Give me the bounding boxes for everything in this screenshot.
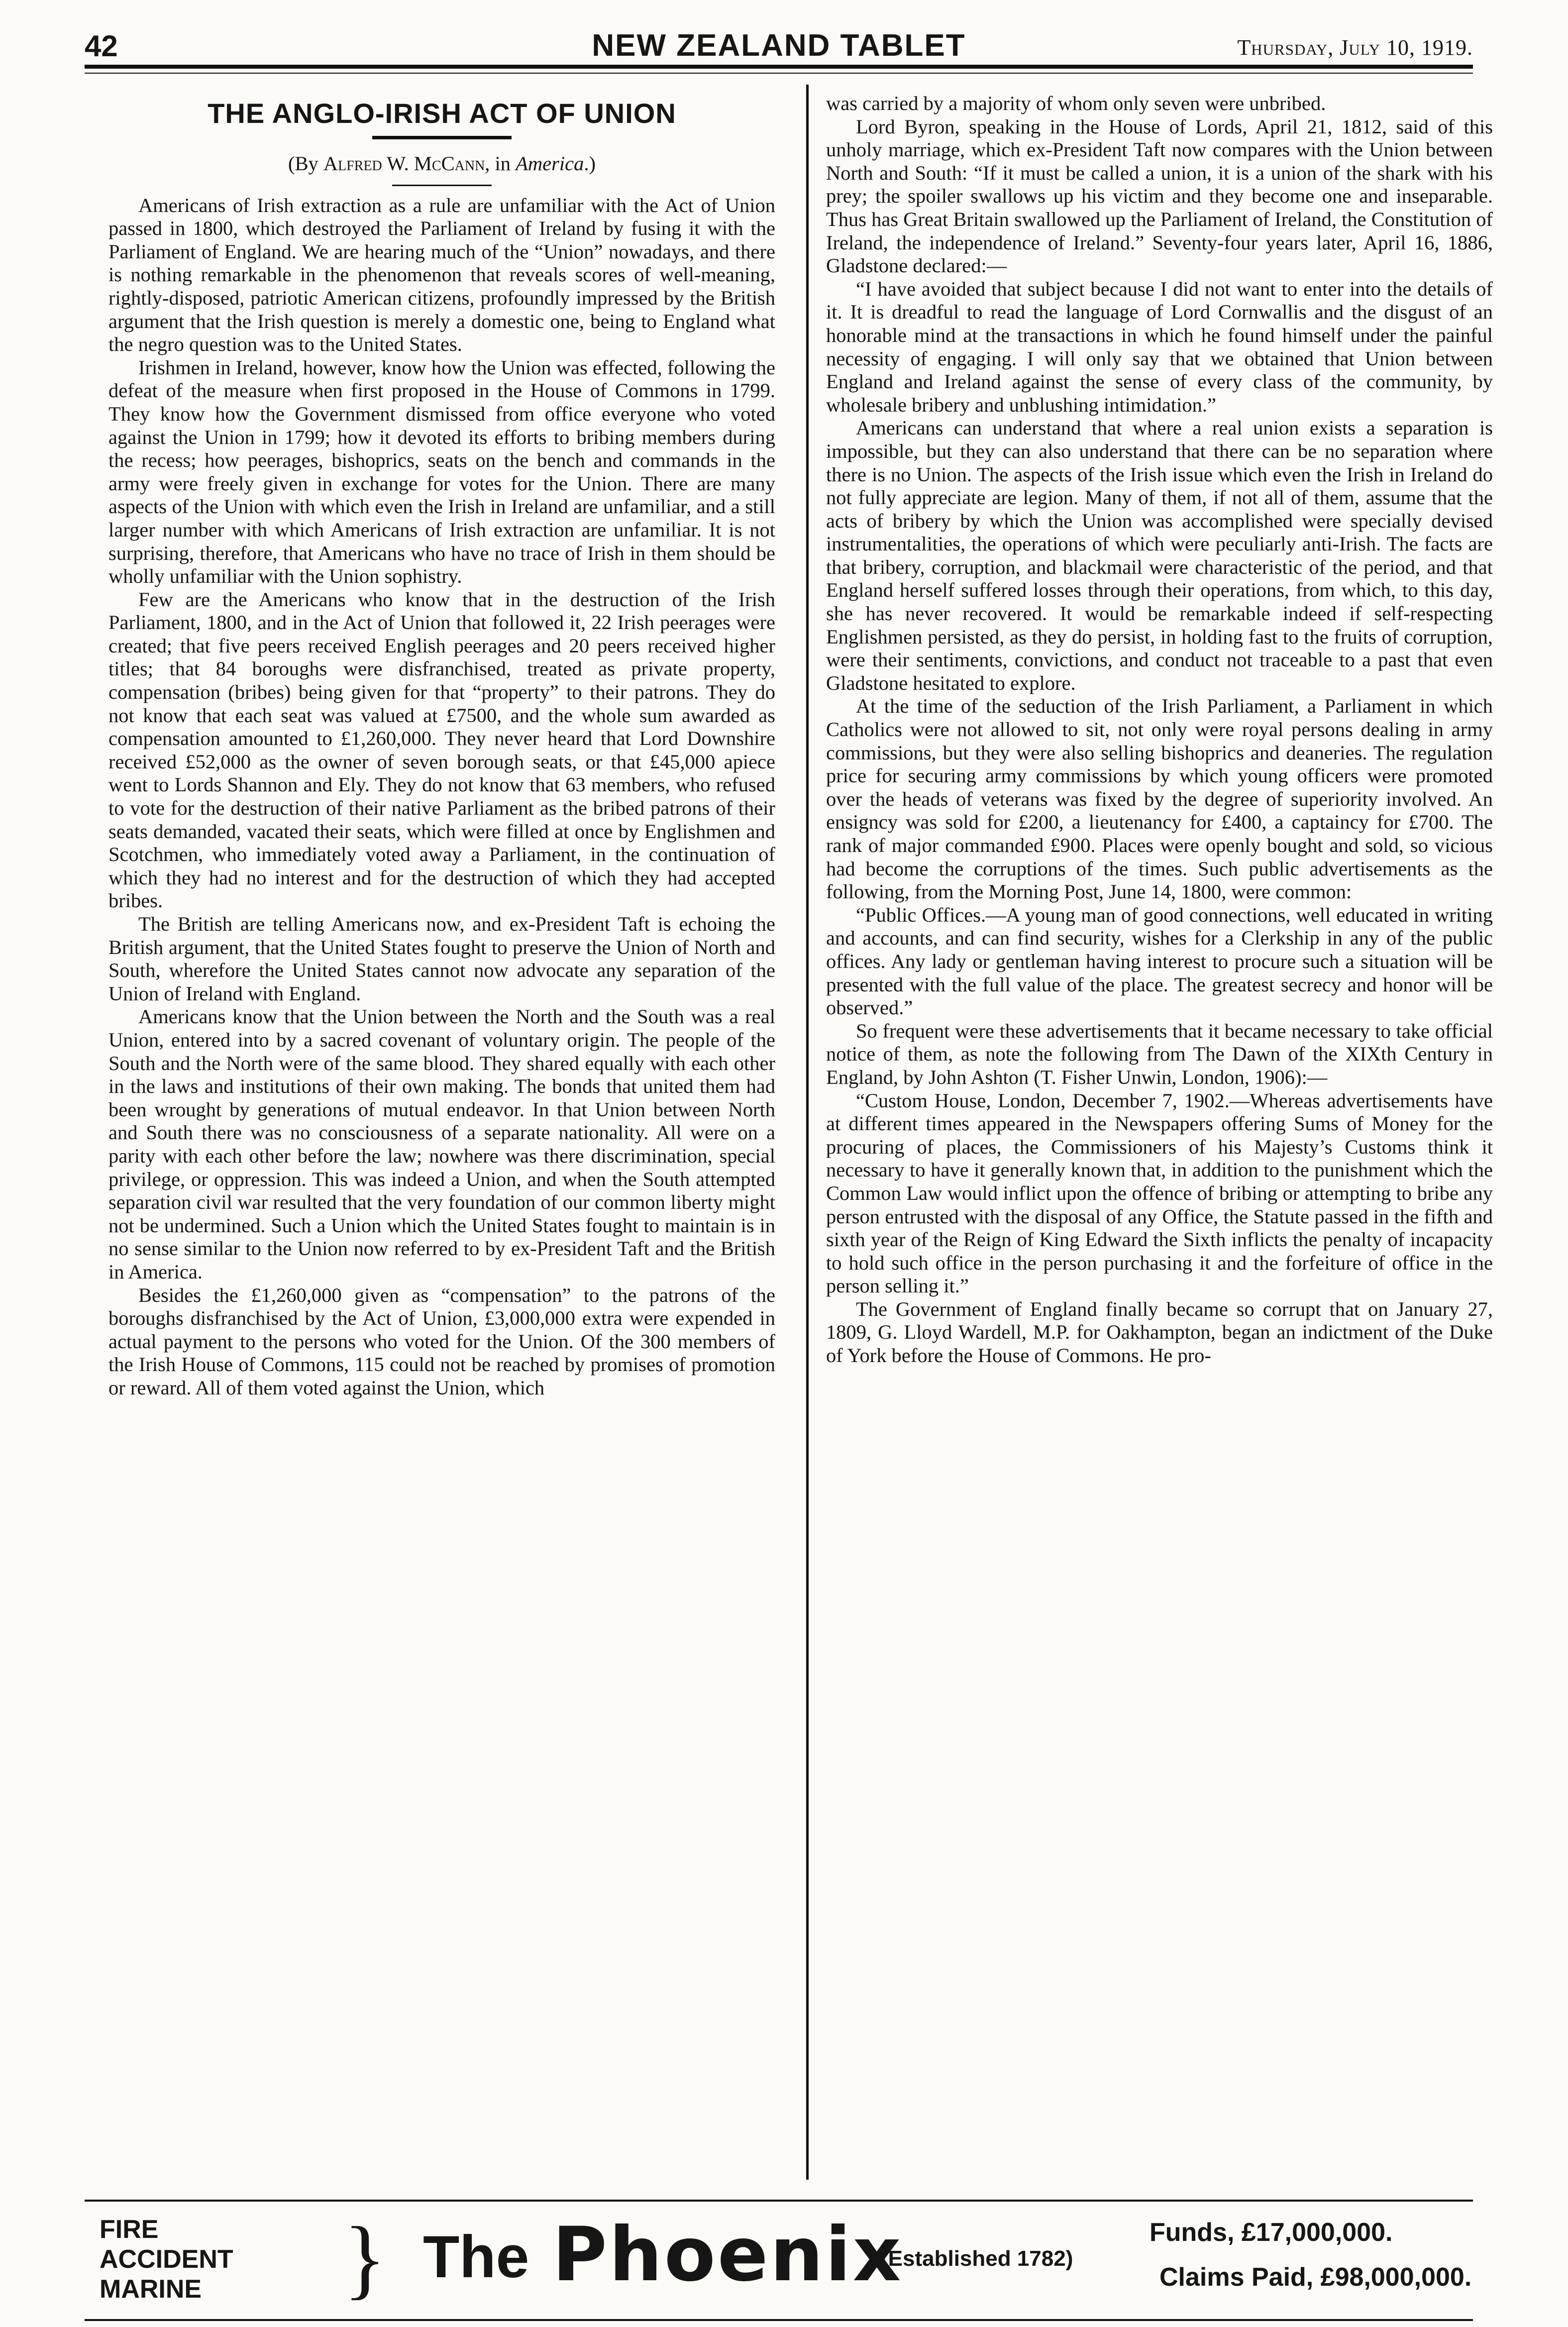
page-header — [85, 28, 1473, 64]
byline-rule — [392, 185, 492, 186]
paragraph: Irishmen in Ireland, however, know how the Union was effected, following the defeat of the measure when first proposed in the House of Commons in 1799. They know how the Government dismissed from office everyone who voted against the Union in 1799; how it devoted its efforts to bribing members during the recess; how peerages, bishoprics, seats on the bench and commands in the army were freely given in exchange for votes for the Union. There are many aspects of the Union with which even the Irish in Ireland are unfamiliar, and a still larger number with which Americans of Irish extraction are unfamiliar. It is not surprising, therefore, that Americans who have no trace of Irish in them should be wholly unfamiliar with the Union sophistry. — [108, 356, 775, 588]
paragraph: was carried by a majority of whom only seven were unbribed. — [826, 92, 1326, 114]
byline — [108, 152, 775, 176]
paragraph: Besides the £1,260,000 given as “compensation” to the patrons of the boroughs disfranchised by the Act of Union, £3,000,000 extra were expended in actual payment to the persons who voted for the Union. Of the 300 members of the Irish House of Commons, 115 could not be reached by promises of promotion or reward. All of them voted against the Union, which — [108, 1283, 775, 1399]
paragraph: Americans of Irish extraction as a rule are unfamiliar with the Act of Union passed in 1800, which destroyed the Parliament of Ireland by fusing it with the Parliament of England. We are hearing much of the “Union” nowadays, and there is nothing remarkable in the phenomenon that reveals scores of well-meaning, rightly-disposed, patriotic American citizens, profoundly impressed by the British argument that the Irish question is merely a domestic one, being to England what the negro question was to the United States. — [108, 194, 775, 356]
paragraph: Few are the Americans who know that in the destruction of the Irish Parliament, 1800, and in the Act of Union that followed it, 22 Irish peerages were created; that five peers received English peerages and 20 peers received higher titles; that 84 boroughs were disfranchised, treated as private property, compensation (bribes) being given for that “property” to their patrons. They do not know that each seat was valued at £7500, and the whole sum awarded as compensation amounted to £1,260,000. They never heard that Lord Downshire received £52,000 as the owner of seven borough seats, or that £45,000 apiece went to Lords Shannon and Ely. They do not know that 63 members, who refused to vote for the destruction of their native Parliament as the bribed patrons of their seats demanded, vacated their seats, which were filled at once by Englishmen and Scotchmen, who immediately voted away a Parliament, in the continuation of which they had no interest and for the destruction of which they had accepted bribes. — [108, 588, 775, 912]
title-rule — [372, 136, 512, 139]
phoenix-advertisement — [85, 2208, 1473, 2317]
header-rule-thin — [85, 73, 1473, 74]
page-number: 42 — [85, 29, 118, 63]
ad-line-accident: ACCIDENT — [100, 2245, 233, 2274]
paragraph: Americans know that the Union between the North and the South was a real Union, entered into by a sacred covenant of voluntary origin. The people of the South and the North were of the same blood. They shared equally with each other in the laws and institutions of their own making. The bonds that united them had been wrought by generations of mutual endeavor. In that Union between North and South there was no consciousness of a separate nationality. All were on a parity with each other before the law; nowhere was there discrimination, special privilege, or oppression. This was indeed a Union, and when the South attempted separation civil war resulted that the very foundation of our common liberty might not be undermined. Such a Union which the United States fought to maintain is in no sense similar to the Union now referred to by ex-President Taft and the British in America. — [108, 1005, 775, 1283]
ad-claims: Claims Paid, £98,000,000. — [1159, 2263, 1472, 2292]
paragraph: “Public Offices.—A young man of good connections, well educated in writing and accounts, and can find security, wishes for a Clerkship in any of the public offices. Any lady or gentleman having interest to procure such a situation will be presented with the full value of the place. The greatest secrecy and honor will be observed.” — [826, 903, 1493, 1019]
header-rule — [85, 65, 1473, 69]
paragraph: So frequent were these advertisements that it became necessary to take official notice of them, as note the following from The Dawn of the XIXth Century in England, by John Ashton (T. Fisher Unwin, London, 1906):— — [826, 1019, 1493, 1088]
footer-rule-top — [85, 2200, 1473, 2202]
footer-rule-bottom — [85, 2319, 1473, 2321]
ad-established: (Established 1782) — [881, 2246, 1073, 2271]
byline-mid: , in — [485, 152, 516, 175]
column-divider — [806, 85, 809, 2180]
paragraph: Americans can understand that where a real union exists a separation is impossible, but they can also understand that there can be no separation where there is no Union. The aspects of the Irish issue which even the Irish in Ireland do not fully appreciate are legion. Many of them, if not all of them, assume that the acts of bribery by which the Union was accomplished were specially devised instrumentalities, the operations of which were peculiarly anti-Irish. The facts are that bribery, corruption, and blackmail were characteristic of the period, and that England herself suffered losses through their operations, from which, to this day, she has never recovered. It would be remarkable indeed if self-respecting Englishmen persisted, as they do persist, in holding fast to the fruits of corruption, were their sentiments, convictions, and conduct not traceable to a past that even Gladstone hesitated to explore. — [826, 417, 1493, 694]
insurance-lines — [100, 2215, 233, 2304]
publication-title: NEW ZEALAND TABLET — [592, 28, 966, 63]
ad-brace: } — [343, 2209, 387, 2308]
paragraph: “I have avoided that subject because I did not want to enter into the details of it. It is dreadful to read the language of Lord Cornwallis and the disgust of an honorable mind at the transactions in which he found himself under the painful necessity of engaging. I will only say that we obtained that Union between England and Ireland against the sense of every class of the community, by wholesale bribery and unblushing intimidation.” — [826, 277, 1493, 416]
author-name: Alfred W. McCann — [323, 152, 485, 175]
article-title: THE ANGLO-IRISH ACT OF UNION — [208, 98, 676, 129]
article-column-right — [826, 92, 1493, 2182]
source-publication: America — [516, 152, 584, 175]
ad-brand-name: Phoenix — [552, 2212, 903, 2298]
paragraph: Lord Byron, speaking in the House of Lords, April 21, 1812, said of this unholy marriage, which ex-President Taft now compares with the Union between North and South: “If it must be called a union, it is a union of the shark with his prey; the spoiler swallows up his victim and they become one and inseparable. Thus has Great Britain swallowed up the Parliament of Ireland, the Constitution of Ireland, the independence of Ireland.” Seventy-four years later, April 16, 1886, Gladstone declared:— — [826, 115, 1493, 277]
paragraph: The British are telling Americans now, and ex-President Taft is echoing the British argument, that the United States fought to preserve the Union of North and South, wherefore the United States cannot now advocate any separation of the Union of Ireland with England. — [108, 913, 775, 1005]
ad-line-marine: MARINE — [100, 2275, 202, 2304]
byline-suffix: .) — [584, 152, 596, 175]
ad-funds: Funds, £17,000,000. — [1150, 2218, 1393, 2247]
byline-prefix: (By — [288, 152, 323, 175]
paragraph: At the time of the seduction of the Irish Parliament, a Parliament in which Catholics were not allowed to sit, not only were royal persons dealing in army commissions, but they were also selling bishoprics and deaneries. The regulation price for securing army commissions by which young officers were promoted over the heads of veterans was fixed by the degree of superiority involved. An ensigncy was sold for £200, a lieutenancy for £400, a captaincy for £700. The rank of major commanded £900. Places were openly bought and sold, so vicious had become the corruptions of the times. Such public advertisements as the following, from the Morning Post, June 14, 1800, were common: — [826, 695, 1493, 903]
ad-line-fire: FIRE — [100, 2215, 159, 2244]
paragraph: “Custom House, London, December 7, 1902.—Whereas advertisements have at different times appeared in the Newspapers offering Sums of Money for the procuring of places, the Commissioners of his Majesty’s Customs think it necessary to have it generally known that, in addition to the punishment which the Common Law would inflict upon the offence of bribing or attempting to bribe any person entrusted with the disposal of any Office, the Statute passed in the fifth and sixth year of the Reign of King Edward the Sixth inflicts the penalty of incapacity to hold such office in the person purchasing it and the forfeiture of office in the person selling it.” — [826, 1089, 1493, 1297]
ad-the: The — [423, 2223, 529, 2290]
issue-date: Thursday, July 10, 1919. — [1237, 35, 1473, 60]
article-column-left — [108, 92, 775, 2182]
paragraph: The Government of England finally became so corrupt that on January 27, 1809, G. Lloyd Wardell, M.P. for Oakhampton, began an indictment of the Duke of York before the House of Commons. He pro- — [826, 1297, 1493, 1367]
